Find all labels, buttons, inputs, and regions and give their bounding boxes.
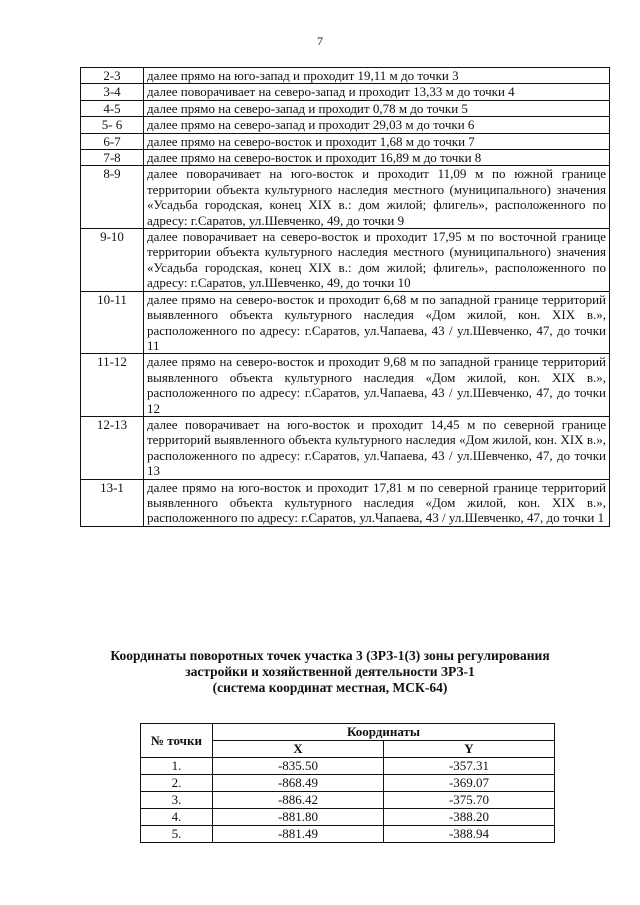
segment-label: 2-3 xyxy=(81,68,144,84)
segment-label: 6-7 xyxy=(81,133,144,149)
point-number: 5. xyxy=(141,826,213,843)
segment-label: 8-9 xyxy=(81,166,144,229)
page-number: 7 xyxy=(317,34,323,48)
x-value: -868.49 xyxy=(213,775,384,792)
y-value: -375.70 xyxy=(384,792,555,809)
point-number: 4. xyxy=(141,809,213,826)
coordinates-table xyxy=(140,723,555,843)
x-value: -881.49 xyxy=(213,826,384,843)
table-row xyxy=(81,291,610,354)
x-value: -835.50 xyxy=(213,758,384,775)
segment-description: далее прямо на северо-восток и проходит 16,89 м до точки 8 xyxy=(144,150,610,166)
heading-line-3: (система координат местная, МСК-64) xyxy=(212,680,448,695)
x-header: X xyxy=(213,741,384,758)
y-header: Y xyxy=(384,741,555,758)
heading-line-2: застройки и хозяйственной деятельности ЗРЗ-1 xyxy=(185,664,475,679)
segment-label: 4-5 xyxy=(81,100,144,116)
table-row xyxy=(81,100,610,116)
segment-label: 5- 6 xyxy=(81,117,144,133)
segment-label: 12-13 xyxy=(81,416,144,479)
segment-description: далее поворачивает на северо-восток и проходит 17,95 м по восточной границе территории объекта культурного наследия местного (муниципального) значения «Усадьба городская, конец XIX в.: дом жилой; флигель», расположенного по адресу: г.Саратов, ул.Шевченко, 49, до точки 10 xyxy=(144,229,610,292)
segment-description: далее прямо на северо-запад и проходит 0,78 м до точки 5 xyxy=(144,100,610,116)
boundary-description-table xyxy=(80,67,610,527)
segment-label: 11-12 xyxy=(81,354,144,417)
segment-description: далее прямо на северо-запад и проходит 29,03 м до точки 6 xyxy=(144,117,610,133)
segment-label: 3-4 xyxy=(81,84,144,100)
table-row xyxy=(81,166,610,229)
y-value: -388.20 xyxy=(384,809,555,826)
table-row xyxy=(81,133,610,149)
point-number-header: № точки xyxy=(141,724,213,758)
segment-description: далее прямо на юго-восток и проходит 17,81 м по северной границе территорий выявленного объекта культурного наследия «Дом жилой, кон. XIX в.», расположенного по адресу: г.Саратов, ул.Чапаева, 43 / ул.Шевченко, 47, до точки 1 xyxy=(144,479,610,526)
table-row xyxy=(81,84,610,100)
table-row xyxy=(141,809,555,826)
table-row xyxy=(81,354,610,417)
y-value: -357.31 xyxy=(384,758,555,775)
table-row xyxy=(141,758,555,775)
x-value: -881.80 xyxy=(213,809,384,826)
table-row xyxy=(81,479,610,526)
y-value: -369.07 xyxy=(384,775,555,792)
table-row xyxy=(81,150,610,166)
heading-line-1: Координаты поворотных точек участка 3 (ЗРЗ-1(3) зоны регулирования xyxy=(110,648,550,663)
segment-description: далее прямо на северо-восток и проходит 6,68 м по западной границе территорий выявленного объекта культурного наследия «Дом жилой, кон. XIX в.», расположенного по адресу: г.Саратов, ул.Чапаева, 43 / ул.Шевченко, 47, до точки 11 xyxy=(144,291,610,354)
segment-description: далее поворачивает на северо-запад и проходит 13,33 м до точки 4 xyxy=(144,84,610,100)
table-row xyxy=(141,775,555,792)
segment-description: далее прямо на северо-восток и проходит 9,68 м по западной границе территорий выявленного объекта культурного наследия «Дом жилой, кон. XIX в.», расположенного по адресу: г.Саратов, ул.Чапаева, 43 / ул.Шевченко, 47, до точки 12 xyxy=(144,354,610,417)
table-row xyxy=(141,792,555,809)
table-row xyxy=(141,826,555,843)
segment-label: 9-10 xyxy=(81,229,144,292)
point-number: 3. xyxy=(141,792,213,809)
segment-description: далее поворачивает на юго-восток и проходит 11,09 м по южной границе территории объекта культурного наследия местного (муниципального) значения «Усадьба городская, конец XIX в.: дом жилой; флигель», расположенного по адресу: г.Саратов, ул.Шевченко, 49, до точки 9 xyxy=(144,166,610,229)
table-row xyxy=(81,416,610,479)
point-number: 1. xyxy=(141,758,213,775)
table-row xyxy=(81,117,610,133)
point-number: 2. xyxy=(141,775,213,792)
table-row xyxy=(81,229,610,292)
y-value: -388.94 xyxy=(384,826,555,843)
coordinates-heading xyxy=(40,648,620,696)
segment-description: далее прямо на юго-запад и проходит 19,11 м до точки 3 xyxy=(144,68,610,84)
coordinates-header: Координаты xyxy=(213,724,555,741)
table-row xyxy=(81,68,610,84)
segment-description: далее поворачивает на юго-восток и проходит 14,45 м по северной границе территорий выявленного объекта культурного наследия «Дом жилой, кон. XIX в.», расположенного по адресу: г.Саратов, ул.Чапаева, 43 / ул.Шевченко, 47, до точки 13 xyxy=(144,416,610,479)
x-value: -886.42 xyxy=(213,792,384,809)
segment-label: 13-1 xyxy=(81,479,144,526)
segment-label: 7-8 xyxy=(81,150,144,166)
segment-label: 10-11 xyxy=(81,291,144,354)
segment-description: далее прямо на северо-восток и проходит 1,68 м до точки 7 xyxy=(144,133,610,149)
